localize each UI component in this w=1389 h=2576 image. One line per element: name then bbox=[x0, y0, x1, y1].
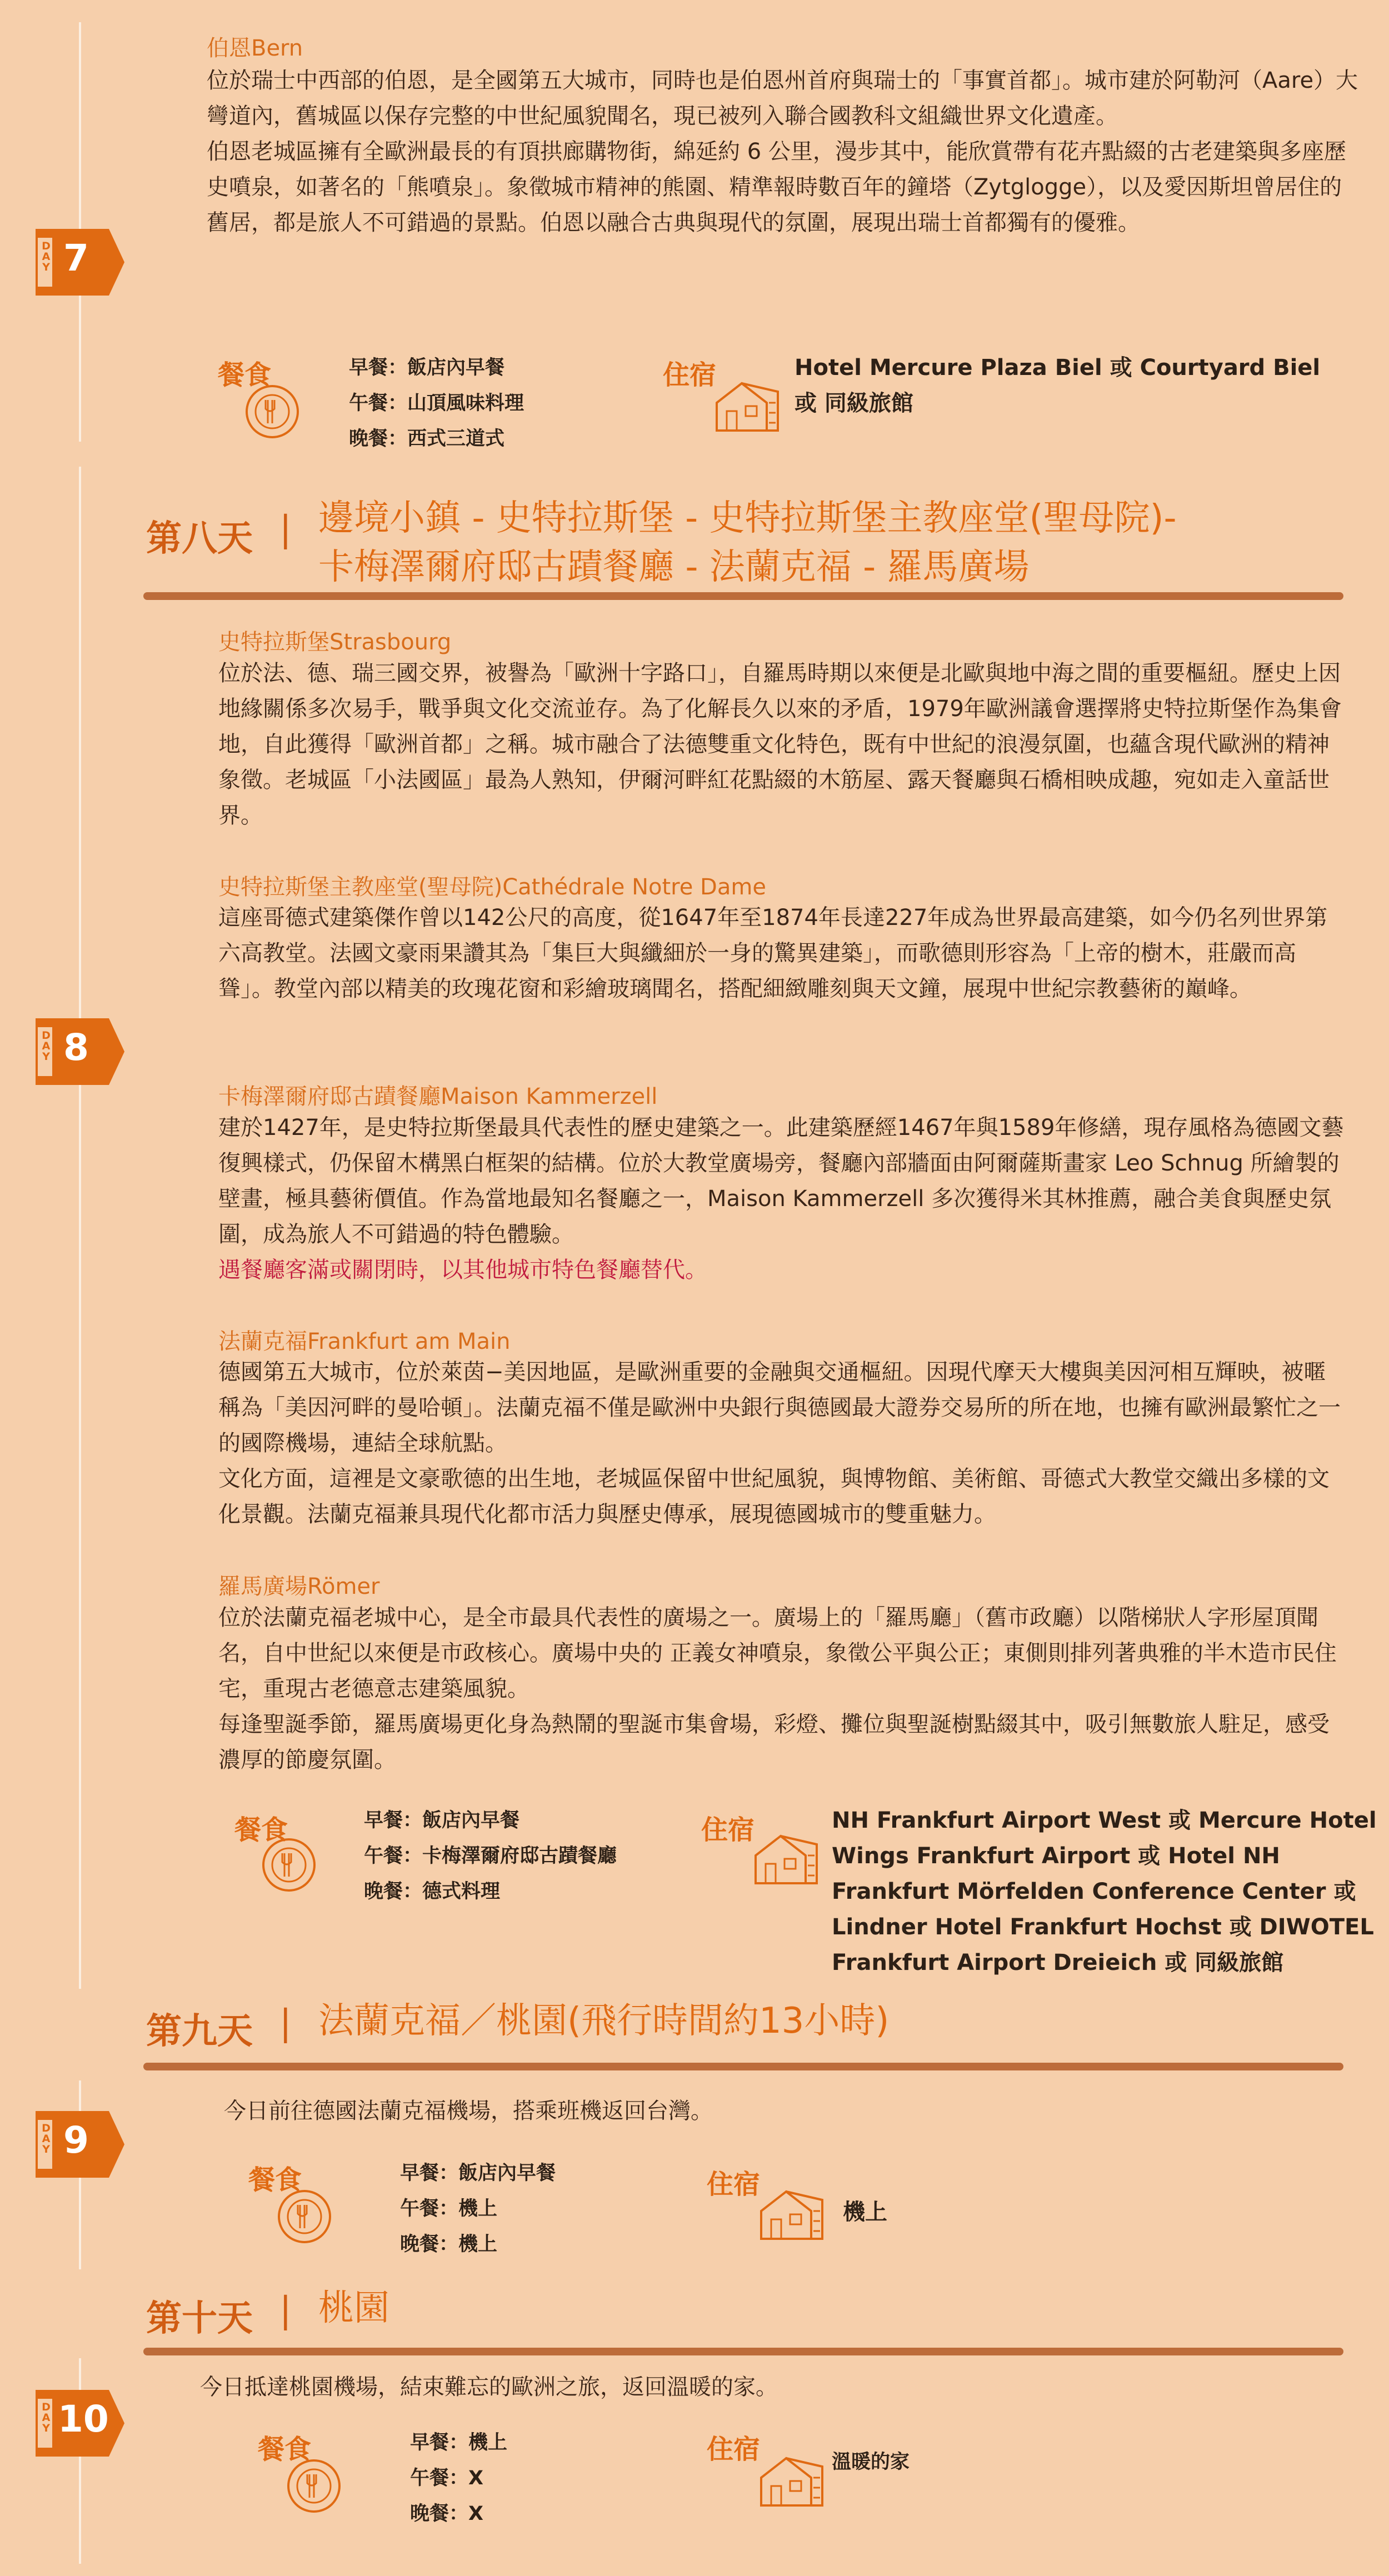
day8-divider bbox=[143, 592, 1343, 600]
day7-description bbox=[207, 63, 1362, 241]
day-badge-9 bbox=[36, 2111, 130, 2178]
day-header-label: 第十天 bbox=[146, 2298, 253, 2339]
section-title-strasbourg: 史特拉斯堡Strasbourg bbox=[218, 629, 452, 655]
timeline-line-day8 bbox=[79, 467, 81, 1989]
kammerzell-text bbox=[218, 1110, 1346, 1288]
breakfast: 早餐：飯店內早餐 bbox=[349, 357, 505, 379]
breakfast: 早餐：飯店內早餐 bbox=[364, 1809, 520, 1832]
paragraph: 德國第五大城市，位於萊茵−美因地區，是歐洲重要的金融與交通樞紐。因現代摩天大樓與美因河相互輝映，被暱稱為「美因河畔的曼哈頓」。法蘭克福不僅是歐洲中央銀行與德國最大證券交易所的所在地，也擁有歐洲最繁忙之一的國際機場，連結全球航點。 bbox=[218, 1359, 1341, 1456]
strasbourg-text: 位於法、德、瑞三國交界，被譽為「歐洲十字路口」，自羅馬時期以來便是北歐與地中海之間的重要樞紐。歷史上因地緣關係多次易手，戰爭與文化交流並存。為了化解長久以來的矛盾，1979年歐洲議會選擇將史特拉斯堡作為集會地，自此獲得「歐洲首都」之稱。城市融合了法德雙重文化特色，既有中世紀的浪漫氛圍，也蘊含現代歐洲的精神象徵。老城區「小法國區」最為人熟知，伊爾河畔紅花點綴的木筋屋、露天餐廳與石橋相映成趣，宛如走入童話世界。 bbox=[218, 661, 1342, 828]
header-separator: | bbox=[279, 2003, 292, 2044]
route-line: 法蘭克福／桃園(飛行時間約13小時) bbox=[318, 2000, 890, 2042]
day-label: D A Y bbox=[42, 240, 51, 273]
stay-label: 住宿 bbox=[701, 1814, 755, 1845]
day-label: D A Y bbox=[42, 2122, 51, 2155]
day-badge-7 bbox=[36, 229, 130, 296]
day9-divider bbox=[143, 2063, 1343, 2070]
meal-list bbox=[400, 2155, 556, 2262]
paragraph: 每逢聖誕季節，羅馬廣場更化身為熱鬧的聖誕市集會場，彩燈、攤位與聖誕樹點綴其中，吸引無數旅人駐足，感受濃厚的節慶氛圍。 bbox=[218, 1712, 1330, 1773]
dinner: 晚餐：西式三道式 bbox=[349, 428, 505, 450]
house-icon bbox=[750, 1822, 822, 1894]
route-line-2: 卡梅澤爾府邸古蹟餐廳 - 法蘭克福 - 羅馬廣場 bbox=[318, 547, 1030, 588]
dinner: 晚餐：德式料理 bbox=[364, 1880, 501, 1903]
day-label: D A Y bbox=[42, 1029, 51, 1063]
day-badge-8 bbox=[36, 1018, 130, 1085]
house-icon bbox=[756, 2178, 828, 2250]
meal-list bbox=[349, 350, 524, 457]
section-title-kammerzell: 卡梅澤爾府邸古蹟餐廳Maison Kammerzell bbox=[218, 1084, 658, 1109]
meal-label: 餐食 bbox=[248, 2164, 302, 2195]
frankfurt-text bbox=[218, 1354, 1346, 1532]
route-line: 桃園 bbox=[318, 2288, 389, 2329]
lunch: 午餐：機上 bbox=[400, 2198, 498, 2220]
paragraph: 位於法蘭克福老城中心，是全市最具代表性的廣場之一。廣場上的「羅馬廳」（舊市政廳）以階梯狀人字形屋頂聞名，自中世紀以來便是市政核心。廣場中央的 正義女神噴泉，象徵公平與公正；東側則排列著典雅的半木造市民住宅，重現古老德意志建築風貌。 bbox=[218, 1605, 1337, 1702]
day-number: 9 bbox=[63, 2119, 89, 2162]
hotel-info: 機上 bbox=[843, 2199, 887, 2225]
house-icon bbox=[756, 2444, 828, 2517]
dinner: 晚餐：機上 bbox=[400, 2233, 498, 2255]
paragraph: 位於瑞士中西部的伯恩，是全國第五大城市，同時也是伯恩州首府與瑞士的「事實首都」。城市建於阿勒河（Aare）大彎道內，舊城區以保存完整的中世紀風貌聞名，現已被列入聯合國教科文組織世界文化遺產。 bbox=[207, 68, 1358, 129]
day-header-label: 第八天 bbox=[146, 518, 253, 559]
timeline-line-day10 bbox=[79, 2358, 81, 2564]
day-number: 8 bbox=[63, 1026, 89, 1069]
hotel-info: 溫暖的家 bbox=[832, 2451, 910, 2473]
cathedral-text: 這座哥德式建築傑作曾以142公尺的高度，從1647年至1874年長達227年成為世界最高建築，如今仍名列世界第六高教堂。法國文豪雨果讚其為「集巨大與纖細於一身的驚異建築」，而歌德則形容為「上帝的樹木，莊嚴而高聳」。教堂內部以精美的玫瑰花窗和彩繪玻璃聞名，搭配細緻雕刻與天文鐘，展現中世紀宗教藝術的巔峰。 bbox=[218, 905, 1328, 1002]
restaurant-note: 遇餐廳客滿或關閉時，以其他城市特色餐廳替代。 bbox=[218, 1257, 707, 1283]
day-number: 7 bbox=[63, 237, 89, 279]
dinner: 晚餐：X bbox=[410, 2503, 483, 2525]
meal-label: 餐食 bbox=[258, 2434, 312, 2465]
paragraph: 建於1427年，是史特拉斯堡最具代表性的歷史建築之一。此建築歷經1467年與1589年修繕，現存風格為德國文藝復興樣式，仍保留木構黑白框架的結構。位於大教堂廣場旁，餐廳內部牆面由阿爾薩斯畫家 Leo Schnug 所繪製的壁畫，極具藝術價值。作為當地最知名餐廳之一，Maison Kammerzell 多次獲得米其林推薦，融合美食與歷史氛圍，成為旅人不可錯過的特色體驗。 bbox=[218, 1115, 1344, 1247]
section-title-cathedral: 史特拉斯堡主教座堂(聖母院)Cathédrale Notre Dame bbox=[218, 874, 766, 900]
meal-label: 餐食 bbox=[234, 1814, 288, 1845]
breakfast: 早餐：飯店內早餐 bbox=[400, 2162, 556, 2184]
lunch: 午餐：卡梅澤爾府邸古蹟餐廳 bbox=[364, 1845, 617, 1867]
day9-text: 今日前往德國法蘭克福機場，搭乘班機返回台灣。 bbox=[224, 2098, 713, 2124]
breakfast: 早餐：機上 bbox=[410, 2432, 508, 2454]
paragraph: 文化方面，這裡是文豪歌德的出生地，老城區保留中世紀風貌，與博物館、美術館、哥德式大教堂交織出多樣的文化景觀。法蘭克福兼具現代化都市活力與歷史傳承，展現德國城市的雙重魅力。 bbox=[218, 1466, 1330, 1527]
lunch: 午餐：山頂風味料理 bbox=[349, 392, 524, 414]
stay-label: 住宿 bbox=[707, 2434, 761, 2465]
header-separator: | bbox=[279, 2290, 292, 2331]
day-number: 10 bbox=[58, 2398, 109, 2440]
section-title-romer: 羅馬廣場Römer bbox=[218, 1574, 380, 1599]
route-line-1: 邊境小鎮 - 史特拉斯堡 - 史特拉斯堡主教座堂(聖母院)- bbox=[318, 498, 1177, 539]
hotel-info: Hotel Mercure Plaza Biel 或 Courtyard Biel 或 同級旅館 bbox=[795, 355, 1321, 416]
section-title-frankfurt: 法蘭克福Frankfurt am Main bbox=[218, 1329, 511, 1354]
section-title-bern: 伯恩Bern bbox=[207, 36, 303, 61]
meal-list bbox=[410, 2425, 507, 2532]
stay-label: 住宿 bbox=[663, 359, 717, 391]
paragraph: 伯恩老城區擁有全歐洲最長的有頂拱廊購物街，綿延約 6 公里，漫步其中，能欣賞帶有花卉點綴的古老建築與多座歷史噴泉，如著名的「熊噴泉」。象徵城市精神的熊園、精準報時數百年的鐘塔（Zytglogge），以及愛因斯坦曾居住的舊居，都是旅人不可錯過的景點。伯恩以融合古典與現代的氛圍，展現出瑞士首都獨有的優雅。 bbox=[207, 139, 1346, 236]
meal-list bbox=[364, 1803, 617, 1909]
day-header-label: 第九天 bbox=[146, 2011, 253, 2052]
day-badge-10 bbox=[36, 2390, 130, 2457]
header-separator: | bbox=[279, 509, 292, 550]
day10-divider bbox=[143, 2348, 1343, 2355]
romer-text bbox=[218, 1600, 1346, 1778]
meal-label: 餐食 bbox=[218, 359, 272, 391]
day-label: D A Y bbox=[42, 2401, 51, 2434]
day10-text: 今日抵達桃園機場，結束難忘的歐洲之旅，返回溫暖的家。 bbox=[200, 2374, 778, 2400]
lunch: 午餐：X bbox=[410, 2467, 483, 2489]
hotel-info: NH Frankfurt Airport West 或 Mercure Hotel Wings Frankfurt Airport 或 Hotel NH Frankfurt Mörfelden Conference Center 或 Lindner Hotel Frankfurt Hochst 或 DIWOTEL Frankfurt Airport Dreieich 或 同級旅館 bbox=[832, 1808, 1377, 1975]
stay-label: 住宿 bbox=[707, 2169, 761, 2200]
house-icon bbox=[711, 369, 783, 442]
